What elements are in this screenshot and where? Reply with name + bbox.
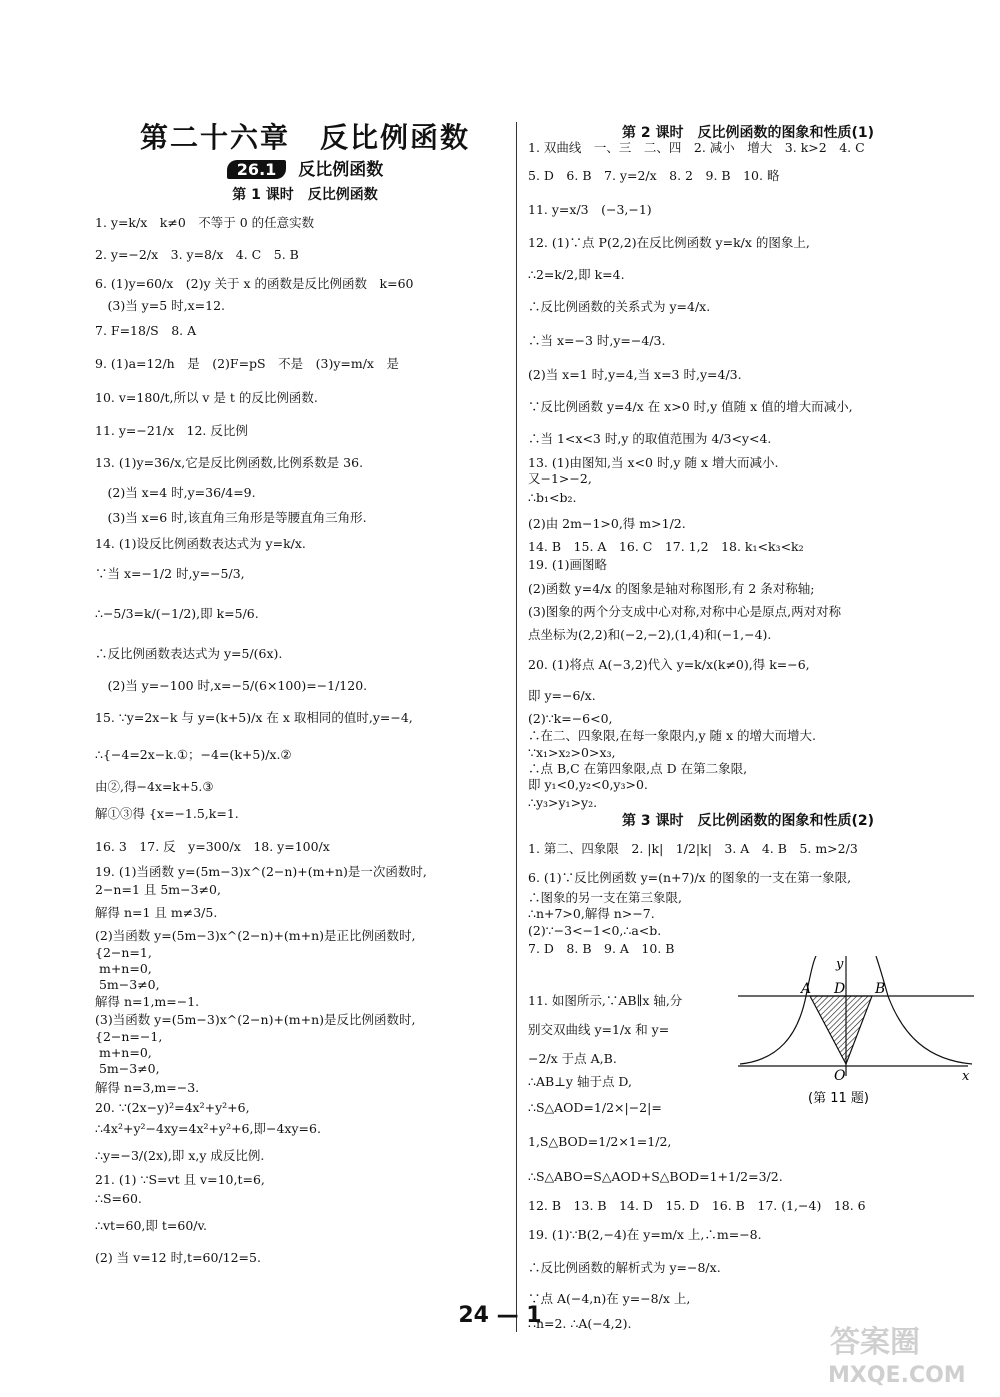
answer-line: ∴{−4=2x−k.①；−4=(k+5)/x.② — [95, 747, 292, 762]
answer-line: 点坐标为(2,2)和(−2,−2),(1,4)和(−1,−4). — [528, 627, 772, 642]
triangle-abo — [810, 996, 872, 1064]
left-answer-column — [95, 207, 515, 1273]
answer-line: ∴反比例函数的解析式为 y=−8/x. — [528, 1260, 721, 1275]
label-x: x — [962, 1069, 970, 1084]
answer-line: ∴当 1<x<3 时,y 的取值范围为 4/3<y<4. — [528, 431, 772, 446]
answer-line: 解得 n=1 且 m≠3/5. — [95, 905, 218, 920]
answer-line: 14. B 15. A 16. C 17. 1,2 18. k₁<k₃<k₂ — [528, 539, 804, 554]
left-lesson-title: 第 1 课时 反比例函数 — [232, 187, 378, 203]
answer-line: 别交双曲线 y=1/x 和 y= — [528, 1022, 670, 1037]
answer-line: (2)当 x=4 时,y=36/4=9. — [95, 485, 256, 500]
hyperbola-diagram — [738, 956, 974, 1106]
answer-line: 11. y=−21/x 12. 反比例 — [95, 423, 248, 438]
answer-line: 12. B 13. B 14. D 15. D 16. B 17. (1,−4) 18. 6 — [528, 1198, 866, 1213]
answer-line: ∴反比例函数的关系式为 y=4/x. — [528, 299, 711, 314]
answer-line: 1,S△BOD=1/2×1=1/2, — [528, 1134, 672, 1149]
answer-line: (3)当函数 y=(5m−3)x^(2−n)+(m+n)是反比例函数时, — [95, 1012, 416, 1027]
answer-line: ∴n=2. ∴A(−4,2). — [528, 1316, 632, 1331]
answer-line: ∴AB⊥y 轴于点 D, — [528, 1074, 632, 1089]
answer-line: (2)当 x=1 时,y=4,当 x=3 时,y=4/3. — [528, 367, 742, 382]
answer-line: (2)∵−3<−1<0,∴a<b. — [528, 923, 662, 938]
answer-line: 解①③得 {x=−1.5,k=1. — [95, 806, 239, 821]
answer-line: ∴b₁<b₂. — [528, 490, 577, 505]
answer-line: 1. y=k/x k≠0 不等于 0 的任意实数 — [95, 215, 315, 230]
answer-line: m+n=0, — [95, 961, 152, 976]
answer-line: ∴vt=60,即 t=60/v. — [95, 1218, 208, 1233]
answer-line: (2)当函数 y=(5m−3)x^(2−n)+(m+n)是正比例函数时, — [95, 928, 416, 943]
answer-line: ∴−5/3=k/(−1/2),即 k=5/6. — [95, 606, 259, 621]
answer-line: {2−n=−1, — [95, 1029, 163, 1044]
answer-line: 解得 n=1,m=−1. — [95, 994, 200, 1009]
answer-line: m+n=0, — [95, 1045, 152, 1060]
answer-line: 又−1>−2, — [528, 471, 592, 486]
answer-line: ∵x₁>x₂>0>x₃, — [528, 745, 616, 760]
answer-line: (3)图象的两个分支成中心对称,对称中心是原点,两对对称 — [528, 604, 842, 619]
answer-line: 7. D 8. B 9. A 10. B — [528, 941, 675, 956]
answer-line: (3)当 y=5 时,x=12. — [95, 298, 226, 313]
answer-line: 2−n=1 且 5m−3≠0, — [95, 882, 221, 897]
chapter-title: 第二十六章 反比例函数 — [139, 121, 470, 154]
answer-line: 14. (1)设反比例函数表达式为 y=k/x. — [95, 536, 306, 551]
watermark-text-1: 答案圈 — [830, 1325, 920, 1360]
answer-line: 9. (1)a=12/h 是 (2)F=pS 不是 (3)y=m/x 是 — [95, 356, 399, 371]
answer-line: ∴2=k/2,即 k=4. — [528, 267, 625, 282]
answer-line: 15. ∵y=2x−k 与 y=(k+5)/x 在 x 取相同的值时,y=−4, — [95, 710, 413, 725]
section-heading — [95, 155, 515, 180]
label-d: D — [834, 981, 846, 997]
answer-line: ∵当 x=−1/2 时,y=−5/3, — [95, 566, 245, 581]
answer-line: (2)函数 y=4/x 的图象是轴对称图形,有 2 条对称轴; — [528, 581, 815, 596]
answer-line: 10. v=180/t,所以 v 是 t 的反比例函数. — [95, 390, 318, 405]
label-o: O — [834, 1068, 846, 1084]
answer-line: 13. (1)y=36/x,它是反比例函数,比例系数是 36. — [95, 455, 364, 470]
answer-line: 19. (1)当函数 y=(5m−3)x^(2−n)+(m+n)是一次函数时, — [95, 864, 427, 879]
answer-line: ∴点 B,C 在第四象限,点 D 在第二象限, — [528, 761, 748, 776]
hyperbola-left-branch — [740, 956, 816, 1064]
section-title: 反比例函数 — [298, 160, 384, 180]
answer-line: 1. 第二、四象限 2. |k| 1/2|k| 3. A 4. B 5. m>2/3 — [528, 841, 858, 856]
answer-line: ∴y₃>y₁>y₂. — [528, 795, 598, 810]
answer-line: ∵点 A(−4,n)在 y=−8/x 上, — [528, 1291, 691, 1306]
answer-line: 21. (1) ∵S=vt 且 v=10,t=6, — [95, 1172, 265, 1187]
diagram-caption: (第 11 题) — [808, 1091, 869, 1106]
label-a: A — [801, 981, 812, 997]
answer-line: 解得 n=3,m=−3. — [95, 1080, 200, 1095]
answer-line: 6. (1)y=60/x (2)y 关于 x 的函数是反比例函数 k=60 — [95, 276, 414, 291]
answer-line: 即 y=−6/x. — [528, 688, 596, 703]
answer-line: 12. (1)∵点 P(2,2)在反比例函数 y=k/x 的图象上, — [528, 235, 810, 250]
answer-line: ∴图象的另一支在第三象限, — [528, 890, 682, 905]
answer-line: (3)当 x=6 时,该直角三角形是等腰直角三角形. — [95, 510, 367, 525]
right-answer-block-1 — [528, 137, 968, 813]
answer-line: 11. 如图所示,∵AB∥x 轴,分 — [528, 993, 683, 1008]
page-number: 24 — 1 — [458, 1303, 542, 1328]
answer-line: 2. y=−2/x 3. y=8/x 4. C 5. B — [95, 247, 299, 262]
answer-line: ∴S△AOD=1/2×|−2|= — [528, 1100, 662, 1115]
answer-line: ∴当 x=−3 时,y=−4/3. — [528, 333, 666, 348]
answer-line: ∴在二、四象限,在每一象限内,y 随 x 的增大而增大. — [528, 728, 816, 743]
label-y: y — [836, 957, 844, 972]
answer-line: ∴S=60. — [95, 1191, 142, 1206]
answer-line: ∵反比例函数 y=4/x 在 x>0 时,y 值随 x 值的增大而减小, — [528, 399, 853, 414]
answer-line: ∴4x²+y²−4xy=4x²+y²+6,即−4xy=6. — [95, 1121, 321, 1136]
answer-line: ∴y=−3/(2x),即 x,y 成反比例. — [95, 1148, 265, 1163]
answer-line: (2)当 y=−100 时,x=−5/(6×100)=−1/120. — [95, 678, 368, 693]
answer-line: 11. y=x/3 (−3,−1) — [528, 202, 652, 217]
right-lesson-title-1: 第 2 课时 反比例函数的图象和性质(1) — [621, 125, 875, 141]
answer-line: (2)由 2m−1>0,得 m>1/2. — [528, 516, 686, 531]
answer-line: 5. D 6. B 7. y=2/x 8. 2 9. B 10. 略 — [528, 168, 780, 183]
answer-line: 5m−3≠0, — [95, 1061, 160, 1076]
answer-line: 16. 3 17. 反 y=300/x 18. y=100/x — [95, 839, 330, 854]
answer-line: 13. (1)由图知,当 x<0 时,y 随 x 增大而减小. — [528, 455, 779, 470]
answer-line: 7. F=18/S 8. A — [95, 323, 197, 338]
answer-line: 20. (1)将点 A(−3,2)代入 y=k/x(k≠0),得 k=−6, — [528, 657, 810, 672]
answer-line: ∴n+7>0,解得 n>−7. — [528, 906, 655, 921]
answer-line: 由②,得−4x=k+5.③ — [95, 779, 214, 794]
answer-line: 20. ∵(2x−y)²=4x²+y²+6, — [95, 1100, 250, 1115]
answer-line: 1. 双曲线 一、三 二、四 2. 减小 增大 3. k>2 4. C — [528, 140, 865, 155]
answer-line: ∴反比例函数表达式为 y=5/(6x). — [95, 646, 283, 661]
section-number-badge: 26.1 — [227, 160, 286, 179]
answer-line: 6. (1)∵反比例函数 y=(n+7)/x 的图象的一支在第一象限, — [528, 870, 852, 885]
answer-line: 5m−3≠0, — [95, 977, 160, 992]
right-answer-block-2 — [528, 832, 968, 958]
answer-line: {2−n=1, — [95, 945, 152, 960]
label-b: B — [875, 981, 886, 997]
hyperbola-right-branch — [876, 956, 972, 1064]
answer-line: ∴S△ABO=S△AOD+S△BOD=1+1/2=3/2. — [528, 1169, 783, 1184]
answer-line: 即 y₁<0,y₂<0,y₃>0. — [528, 777, 648, 792]
right-lesson-title-2: 第 3 课时 反比例函数的图象和性质(2) — [621, 813, 875, 829]
answer-line: 19. (1)∵B(2,−4)在 y=m/x 上,∴m=−8. — [528, 1227, 762, 1242]
answer-line: (2) 当 v=12 时,t=60/12=5. — [95, 1250, 261, 1265]
column-divider — [516, 122, 517, 1332]
watermark-text-2: MXQE.COM — [828, 1363, 966, 1388]
watermark-logo — [820, 1318, 990, 1388]
answer-line: (2)∵k=−6<0, — [528, 711, 613, 726]
answer-line: −2/x 于点 A,B. — [528, 1051, 617, 1066]
answer-line: 19. (1)画图略 — [528, 557, 608, 572]
